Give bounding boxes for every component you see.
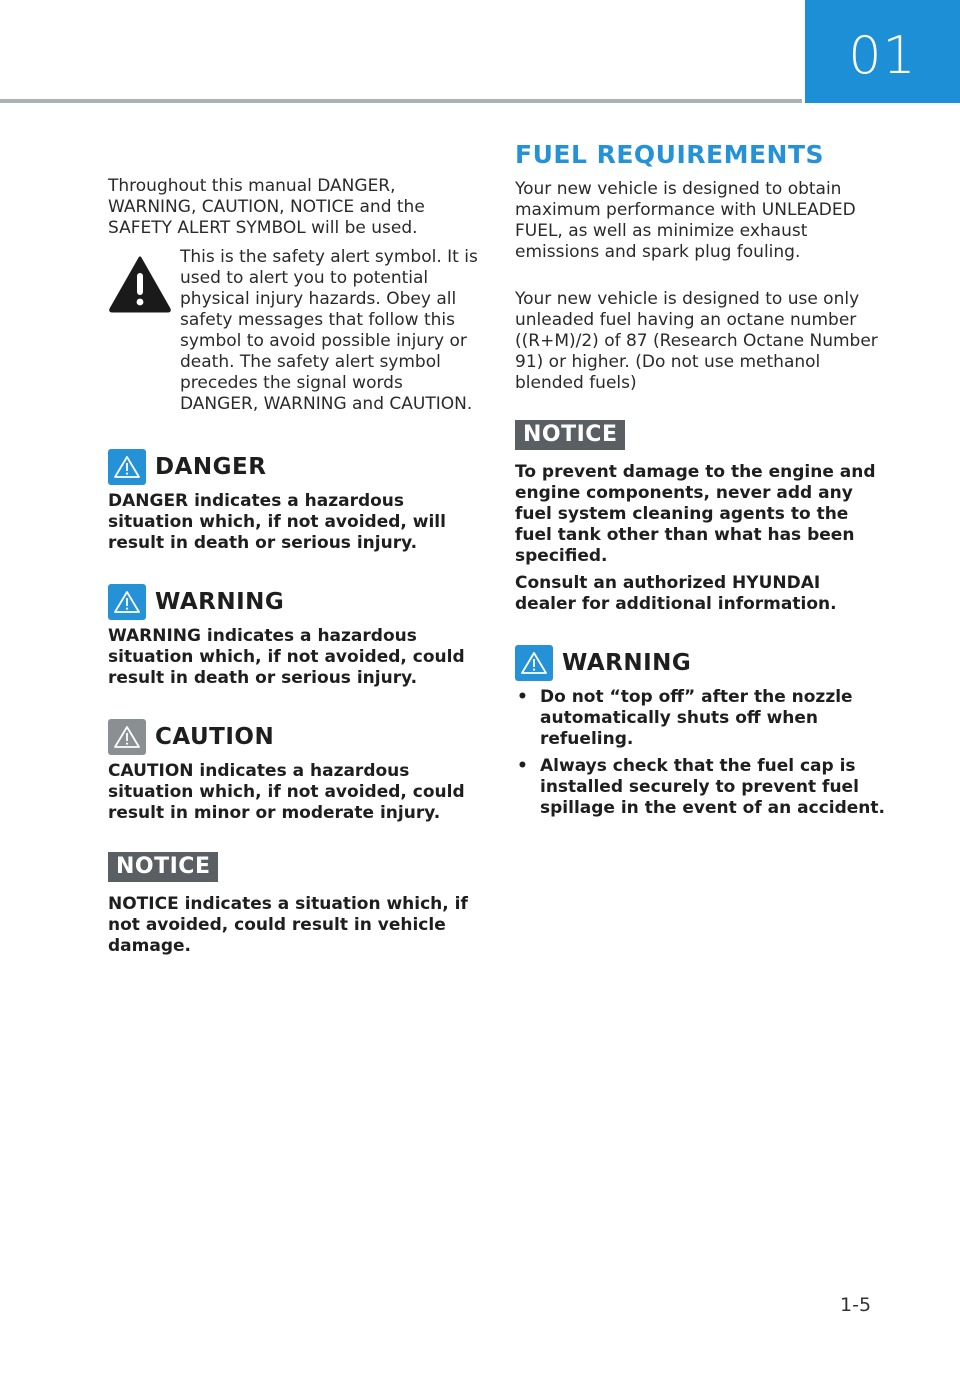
fuel-notice-text-2: Consult an authorized HYUNDAI dealer for additional information. [515,573,837,614]
caution-text: CAUTION indicates a hazardous situation which, if not avoided, could result in minor or moderate injury. [108,761,465,823]
fuel-paragraph-1: Your new vehicle is designed to obtain maximum performance with UNLEADED FUEL, as well as minimize exhaust emissions and spark plug fouling. [515,179,856,262]
list-item-text: Always check that the fuel cap is installed securely to prevent fuel spillage in the event of an accident. [540,756,885,818]
caution-label: CAUTION [155,724,275,750]
page-number: 1-5 [840,1294,872,1316]
fuel-warning-label: WARNING [562,650,692,676]
warning-triangle-icon [515,645,553,681]
left-column [108,176,478,957]
notice-badge: NOTICE [108,852,218,882]
notice-text: NOTICE indicates a situation which, if not avoided, could result in vehicle damage. [108,894,468,956]
danger-label: DANGER [155,454,267,480]
intro-text: Throughout this manual DANGER, WARNING, CAUTION, NOTICE and the SAFETY ALERT SYMBOL will be used. [108,176,425,238]
bullet-dot: • [517,756,528,776]
safety-alert-icon [108,247,180,415]
warning-text: WARNING indicates a hazardous situation which, if not avoided, could result in death or serious injury. [108,626,465,688]
fuel-notice-text-1: To prevent damage to the engine and engine components, never add any fuel system cleaning agents to the fuel tank other than what has been specified. [515,462,876,566]
safety-alert-text: This is the safety alert symbol. It is used to alert you to potential physical injury hazards. Obey all safety messages that follow this symbol to avoid possible injury or death. The safety alert symbol precedes the signal words DANGER, WARNING and CAUTION. [180,247,478,414]
warning-block [108,584,478,689]
warning-label: WARNING [155,589,285,615]
header-rule [0,99,802,103]
fuel-warning-block [515,645,885,819]
list-item [515,687,885,750]
notice-block [108,852,478,957]
caution-triangle-icon [108,719,146,755]
right-column [515,140,885,825]
warning-triangle-icon [108,584,146,620]
danger-text: DANGER indicates a hazardous situation which, if not avoided, will result in death or serious injury. [108,491,446,553]
fuel-notice-block [515,420,885,615]
bullet-dot: • [517,687,528,707]
warning-triangle-icon [108,449,146,485]
danger-block [108,449,478,554]
fuel-warning-list [515,687,885,819]
chapter-tab: 01 [805,0,960,103]
list-item [515,756,885,819]
section-title: FUEL REQUIREMENTS [515,140,825,169]
caution-block [108,719,478,824]
list-item-text: Do not “top off” after the nozzle automatically shuts off when refueling. [540,687,853,749]
notice-badge: NOTICE [515,420,625,450]
safety-alert-section [108,247,478,415]
fuel-paragraph-2: Your new vehicle is designed to use only unleaded fuel having an octane number ((R+M)/2) of 87 (Research Octane Number 91) or higher. (Do not use methanol blended fuels) [515,289,878,393]
